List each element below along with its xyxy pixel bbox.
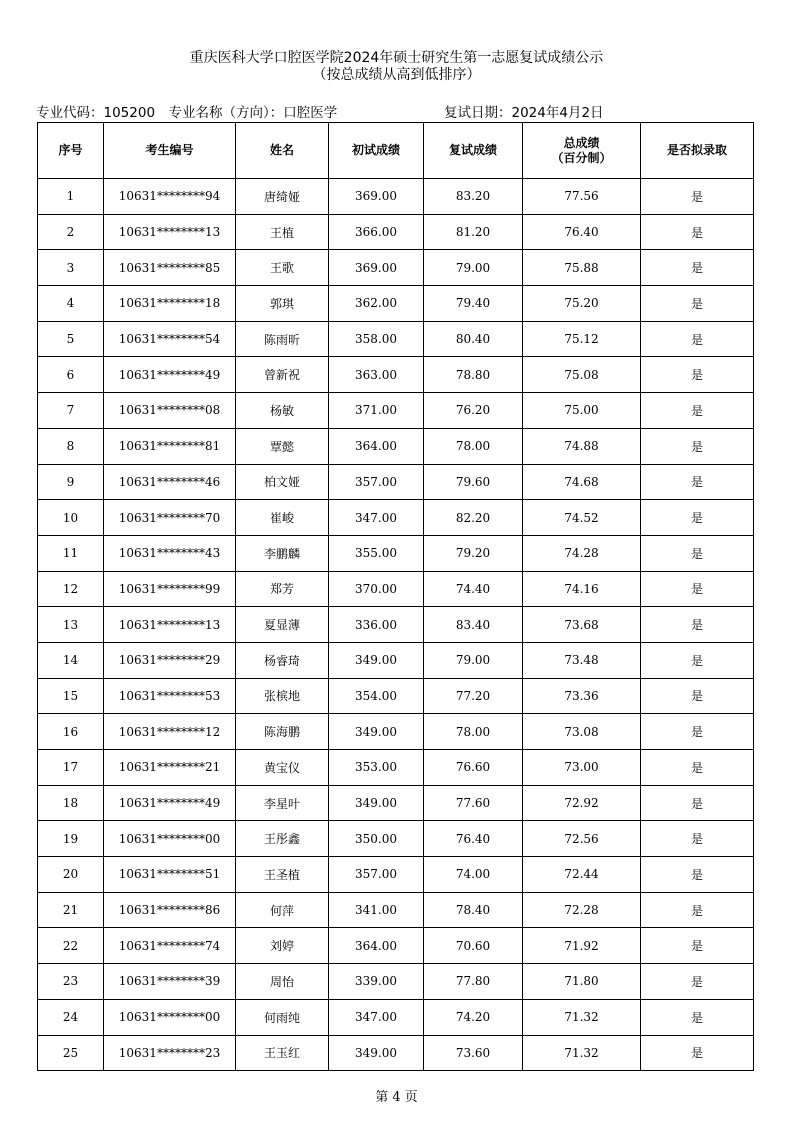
cell-name: 夏显薄 bbox=[236, 607, 329, 643]
table-row bbox=[38, 321, 754, 357]
cell-admit: 是 bbox=[641, 642, 754, 678]
cell-retest-score: 77.60 bbox=[424, 785, 523, 821]
cell-retest-score: 76.60 bbox=[424, 750, 523, 786]
score-table bbox=[37, 122, 754, 1071]
cell-name: 何雨纯 bbox=[236, 999, 329, 1035]
cell-retest-score: 83.40 bbox=[424, 607, 523, 643]
cell-initial-score: 339.00 bbox=[329, 964, 424, 1000]
cell-retest-score: 79.00 bbox=[424, 250, 523, 286]
cell-admit: 是 bbox=[641, 821, 754, 857]
cell-seq: 20 bbox=[38, 857, 104, 893]
table-row bbox=[38, 857, 754, 893]
cell-initial-score: 353.00 bbox=[329, 750, 424, 786]
cell-exam-no: 10631********18 bbox=[104, 286, 236, 322]
cell-retest-score: 78.00 bbox=[424, 714, 523, 750]
cell-exam-no: 10631********23 bbox=[104, 1035, 236, 1071]
cell-admit: 是 bbox=[641, 928, 754, 964]
cell-seq: 7 bbox=[38, 393, 104, 429]
cell-retest-score: 79.40 bbox=[424, 286, 523, 322]
cell-total-score: 77.56 bbox=[523, 179, 641, 215]
cell-name: 杨睿琦 bbox=[236, 642, 329, 678]
table-row bbox=[38, 428, 754, 464]
cell-retest-score: 74.40 bbox=[424, 571, 523, 607]
table-row bbox=[38, 393, 754, 429]
cell-admit: 是 bbox=[641, 999, 754, 1035]
cell-initial-score: 364.00 bbox=[329, 428, 424, 464]
cell-exam-no: 10631********08 bbox=[104, 393, 236, 429]
cell-name: 崔峻 bbox=[236, 500, 329, 536]
cell-exam-no: 10631********46 bbox=[104, 464, 236, 500]
cell-admit: 是 bbox=[641, 571, 754, 607]
table-row bbox=[38, 892, 754, 928]
cell-retest-score: 78.40 bbox=[424, 892, 523, 928]
cell-retest-score: 78.00 bbox=[424, 428, 523, 464]
cell-name: 李星叶 bbox=[236, 785, 329, 821]
cell-exam-no: 10631********54 bbox=[104, 321, 236, 357]
cell-total-score: 74.88 bbox=[523, 428, 641, 464]
header-total-line2: （百分制） bbox=[551, 150, 612, 165]
cell-exam-no: 10631********86 bbox=[104, 892, 236, 928]
cell-initial-score: 349.00 bbox=[329, 785, 424, 821]
table-row bbox=[38, 214, 754, 250]
cell-initial-score: 341.00 bbox=[329, 892, 424, 928]
cell-initial-score: 363.00 bbox=[329, 357, 424, 393]
cell-retest-score: 81.20 bbox=[424, 214, 523, 250]
cell-retest-score: 76.40 bbox=[424, 821, 523, 857]
cell-total-score: 72.56 bbox=[523, 821, 641, 857]
cell-total-score: 74.28 bbox=[523, 535, 641, 571]
cell-seq: 23 bbox=[38, 964, 104, 1000]
table-row bbox=[38, 714, 754, 750]
cell-seq: 6 bbox=[38, 357, 104, 393]
table-row bbox=[38, 964, 754, 1000]
cell-seq: 14 bbox=[38, 642, 104, 678]
cell-admit: 是 bbox=[641, 1035, 754, 1071]
cell-initial-score: 369.00 bbox=[329, 250, 424, 286]
cell-name: 王歌 bbox=[236, 250, 329, 286]
cell-admit: 是 bbox=[641, 250, 754, 286]
table-row bbox=[38, 642, 754, 678]
cell-admit: 是 bbox=[641, 214, 754, 250]
cell-name: 黄宝仪 bbox=[236, 750, 329, 786]
cell-initial-score: 371.00 bbox=[329, 393, 424, 429]
cell-retest-score: 80.40 bbox=[424, 321, 523, 357]
cell-admit: 是 bbox=[641, 750, 754, 786]
cell-initial-score: 357.00 bbox=[329, 464, 424, 500]
cell-initial-score: 366.00 bbox=[329, 214, 424, 250]
cell-initial-score: 349.00 bbox=[329, 1035, 424, 1071]
cell-retest-score: 70.60 bbox=[424, 928, 523, 964]
cell-admit: 是 bbox=[641, 428, 754, 464]
table-row bbox=[38, 571, 754, 607]
cell-retest-score: 77.80 bbox=[424, 964, 523, 1000]
cell-total-score: 75.20 bbox=[523, 286, 641, 322]
cell-exam-no: 10631********53 bbox=[104, 678, 236, 714]
cell-initial-score: 347.00 bbox=[329, 999, 424, 1035]
cell-seq: 1 bbox=[38, 179, 104, 215]
cell-admit: 是 bbox=[641, 179, 754, 215]
cell-seq: 19 bbox=[38, 821, 104, 857]
cell-name: 张槟地 bbox=[236, 678, 329, 714]
header-name: 姓名 bbox=[236, 123, 329, 179]
cell-admit: 是 bbox=[641, 500, 754, 536]
cell-name: 郭琪 bbox=[236, 286, 329, 322]
cell-name: 郑芳 bbox=[236, 571, 329, 607]
cell-initial-score: 349.00 bbox=[329, 642, 424, 678]
cell-retest-score: 74.00 bbox=[424, 857, 523, 893]
cell-seq: 16 bbox=[38, 714, 104, 750]
cell-admit: 是 bbox=[641, 464, 754, 500]
cell-admit: 是 bbox=[641, 714, 754, 750]
cell-retest-score: 76.20 bbox=[424, 393, 523, 429]
table-row bbox=[38, 286, 754, 322]
table-row bbox=[38, 928, 754, 964]
document-subtitle: （按总成绩从高到低排序） bbox=[312, 67, 481, 83]
cell-total-score: 75.08 bbox=[523, 357, 641, 393]
cell-exam-no: 10631********00 bbox=[104, 999, 236, 1035]
cell-exam-no: 10631********00 bbox=[104, 821, 236, 857]
header-retest-score: 复试成绩 bbox=[424, 123, 523, 179]
header-total-score bbox=[523, 123, 641, 179]
cell-admit: 是 bbox=[641, 857, 754, 893]
cell-seq: 9 bbox=[38, 464, 104, 500]
cell-admit: 是 bbox=[641, 321, 754, 357]
cell-total-score: 71.92 bbox=[523, 928, 641, 964]
table-row bbox=[38, 464, 754, 500]
cell-seq: 11 bbox=[38, 535, 104, 571]
cell-initial-score: 355.00 bbox=[329, 535, 424, 571]
cell-retest-score: 79.00 bbox=[424, 642, 523, 678]
cell-exam-no: 10631********85 bbox=[104, 250, 236, 286]
table-row bbox=[38, 357, 754, 393]
cell-total-score: 72.92 bbox=[523, 785, 641, 821]
cell-total-score: 73.00 bbox=[523, 750, 641, 786]
cell-seq: 22 bbox=[38, 928, 104, 964]
table-row bbox=[38, 785, 754, 821]
cell-seq: 12 bbox=[38, 571, 104, 607]
cell-name: 曾新祝 bbox=[236, 357, 329, 393]
cell-exam-no: 10631********74 bbox=[104, 928, 236, 964]
cell-total-score: 74.68 bbox=[523, 464, 641, 500]
cell-name: 王圣植 bbox=[236, 857, 329, 893]
table-header-row bbox=[38, 123, 754, 179]
cell-name: 刘婷 bbox=[236, 928, 329, 964]
cell-initial-score: 358.00 bbox=[329, 321, 424, 357]
document-title: 重庆医科大学口腔医学院2024年硕士研究生第一志愿复试成绩公示 bbox=[189, 50, 604, 66]
cell-total-score: 76.40 bbox=[523, 214, 641, 250]
cell-total-score: 75.00 bbox=[523, 393, 641, 429]
cell-exam-no: 10631********49 bbox=[104, 357, 236, 393]
cell-exam-no: 10631********99 bbox=[104, 571, 236, 607]
exam-date: 复试日期：2024年4月2日 bbox=[444, 105, 604, 121]
cell-name: 唐绮娅 bbox=[236, 179, 329, 215]
cell-exam-no: 10631********29 bbox=[104, 642, 236, 678]
cell-total-score: 72.44 bbox=[523, 857, 641, 893]
cell-retest-score: 77.20 bbox=[424, 678, 523, 714]
cell-total-score: 75.88 bbox=[523, 250, 641, 286]
cell-total-score: 75.12 bbox=[523, 321, 641, 357]
cell-retest-score: 78.80 bbox=[424, 357, 523, 393]
table-row bbox=[38, 179, 754, 215]
table-row bbox=[38, 500, 754, 536]
cell-initial-score: 349.00 bbox=[329, 714, 424, 750]
header-seq: 序号 bbox=[38, 123, 104, 179]
page-number: 第 4 页 bbox=[375, 1090, 418, 1105]
header-exam-no: 考生编号 bbox=[104, 123, 236, 179]
cell-exam-no: 10631********70 bbox=[104, 500, 236, 536]
cell-initial-score: 370.00 bbox=[329, 571, 424, 607]
header-initial-score: 初试成绩 bbox=[329, 123, 424, 179]
cell-seq: 21 bbox=[38, 892, 104, 928]
cell-total-score: 71.32 bbox=[523, 999, 641, 1035]
header-total-line1: 总成绩 bbox=[563, 135, 600, 150]
table-row bbox=[38, 821, 754, 857]
cell-exam-no: 10631********13 bbox=[104, 607, 236, 643]
cell-seq: 15 bbox=[38, 678, 104, 714]
major-info: 专业代码：105200 专业名称（方向）：口腔医学 bbox=[36, 105, 338, 121]
cell-name: 覃懿 bbox=[236, 428, 329, 464]
cell-retest-score: 83.20 bbox=[424, 179, 523, 215]
cell-exam-no: 10631********12 bbox=[104, 714, 236, 750]
cell-exam-no: 10631********81 bbox=[104, 428, 236, 464]
table-row bbox=[38, 678, 754, 714]
cell-total-score: 71.32 bbox=[523, 1035, 641, 1071]
table-row bbox=[38, 750, 754, 786]
cell-admit: 是 bbox=[641, 785, 754, 821]
cell-retest-score: 73.60 bbox=[424, 1035, 523, 1071]
cell-retest-score: 79.20 bbox=[424, 535, 523, 571]
cell-total-score: 73.08 bbox=[523, 714, 641, 750]
cell-total-score: 73.48 bbox=[523, 642, 641, 678]
cell-name: 李鹏麟 bbox=[236, 535, 329, 571]
cell-seq: 2 bbox=[38, 214, 104, 250]
cell-name: 陈海鹏 bbox=[236, 714, 329, 750]
table-row bbox=[38, 999, 754, 1035]
cell-exam-no: 10631********13 bbox=[104, 214, 236, 250]
cell-total-score: 72.28 bbox=[523, 892, 641, 928]
cell-admit: 是 bbox=[641, 964, 754, 1000]
cell-seq: 5 bbox=[38, 321, 104, 357]
cell-admit: 是 bbox=[641, 678, 754, 714]
cell-initial-score: 362.00 bbox=[329, 286, 424, 322]
cell-admit: 是 bbox=[641, 393, 754, 429]
table-row bbox=[38, 1035, 754, 1071]
cell-seq: 24 bbox=[38, 999, 104, 1035]
cell-admit: 是 bbox=[641, 286, 754, 322]
cell-admit: 是 bbox=[641, 892, 754, 928]
table-row bbox=[38, 250, 754, 286]
cell-seq: 8 bbox=[38, 428, 104, 464]
cell-retest-score: 74.20 bbox=[424, 999, 523, 1035]
cell-initial-score: 347.00 bbox=[329, 500, 424, 536]
cell-total-score: 71.80 bbox=[523, 964, 641, 1000]
cell-seq: 3 bbox=[38, 250, 104, 286]
cell-retest-score: 82.20 bbox=[424, 500, 523, 536]
cell-name: 陈雨昕 bbox=[236, 321, 329, 357]
cell-name: 王彤鑫 bbox=[236, 821, 329, 857]
cell-exam-no: 10631********21 bbox=[104, 750, 236, 786]
cell-total-score: 74.16 bbox=[523, 571, 641, 607]
cell-exam-no: 10631********94 bbox=[104, 179, 236, 215]
cell-name: 杨敏 bbox=[236, 393, 329, 429]
cell-exam-no: 10631********43 bbox=[104, 535, 236, 571]
cell-seq: 10 bbox=[38, 500, 104, 536]
cell-initial-score: 350.00 bbox=[329, 821, 424, 857]
table-row bbox=[38, 535, 754, 571]
cell-admit: 是 bbox=[641, 535, 754, 571]
cell-initial-score: 357.00 bbox=[329, 857, 424, 893]
cell-name: 王植 bbox=[236, 214, 329, 250]
cell-initial-score: 369.00 bbox=[329, 179, 424, 215]
cell-seq: 18 bbox=[38, 785, 104, 821]
cell-total-score: 74.52 bbox=[523, 500, 641, 536]
cell-seq: 4 bbox=[38, 286, 104, 322]
cell-name: 周怡 bbox=[236, 964, 329, 1000]
cell-admit: 是 bbox=[641, 607, 754, 643]
cell-exam-no: 10631********39 bbox=[104, 964, 236, 1000]
cell-initial-score: 354.00 bbox=[329, 678, 424, 714]
table-row bbox=[38, 607, 754, 643]
cell-exam-no: 10631********51 bbox=[104, 857, 236, 893]
cell-total-score: 73.68 bbox=[523, 607, 641, 643]
cell-seq: 17 bbox=[38, 750, 104, 786]
cell-seq: 13 bbox=[38, 607, 104, 643]
cell-initial-score: 336.00 bbox=[329, 607, 424, 643]
cell-seq: 25 bbox=[38, 1035, 104, 1071]
header-admit: 是否拟录取 bbox=[641, 123, 754, 179]
cell-total-score: 73.36 bbox=[523, 678, 641, 714]
cell-name: 王玉红 bbox=[236, 1035, 329, 1071]
cell-name: 柏文娅 bbox=[236, 464, 329, 500]
cell-retest-score: 79.60 bbox=[424, 464, 523, 500]
cell-name: 何萍 bbox=[236, 892, 329, 928]
cell-initial-score: 364.00 bbox=[329, 928, 424, 964]
cell-admit: 是 bbox=[641, 357, 754, 393]
cell-exam-no: 10631********49 bbox=[104, 785, 236, 821]
